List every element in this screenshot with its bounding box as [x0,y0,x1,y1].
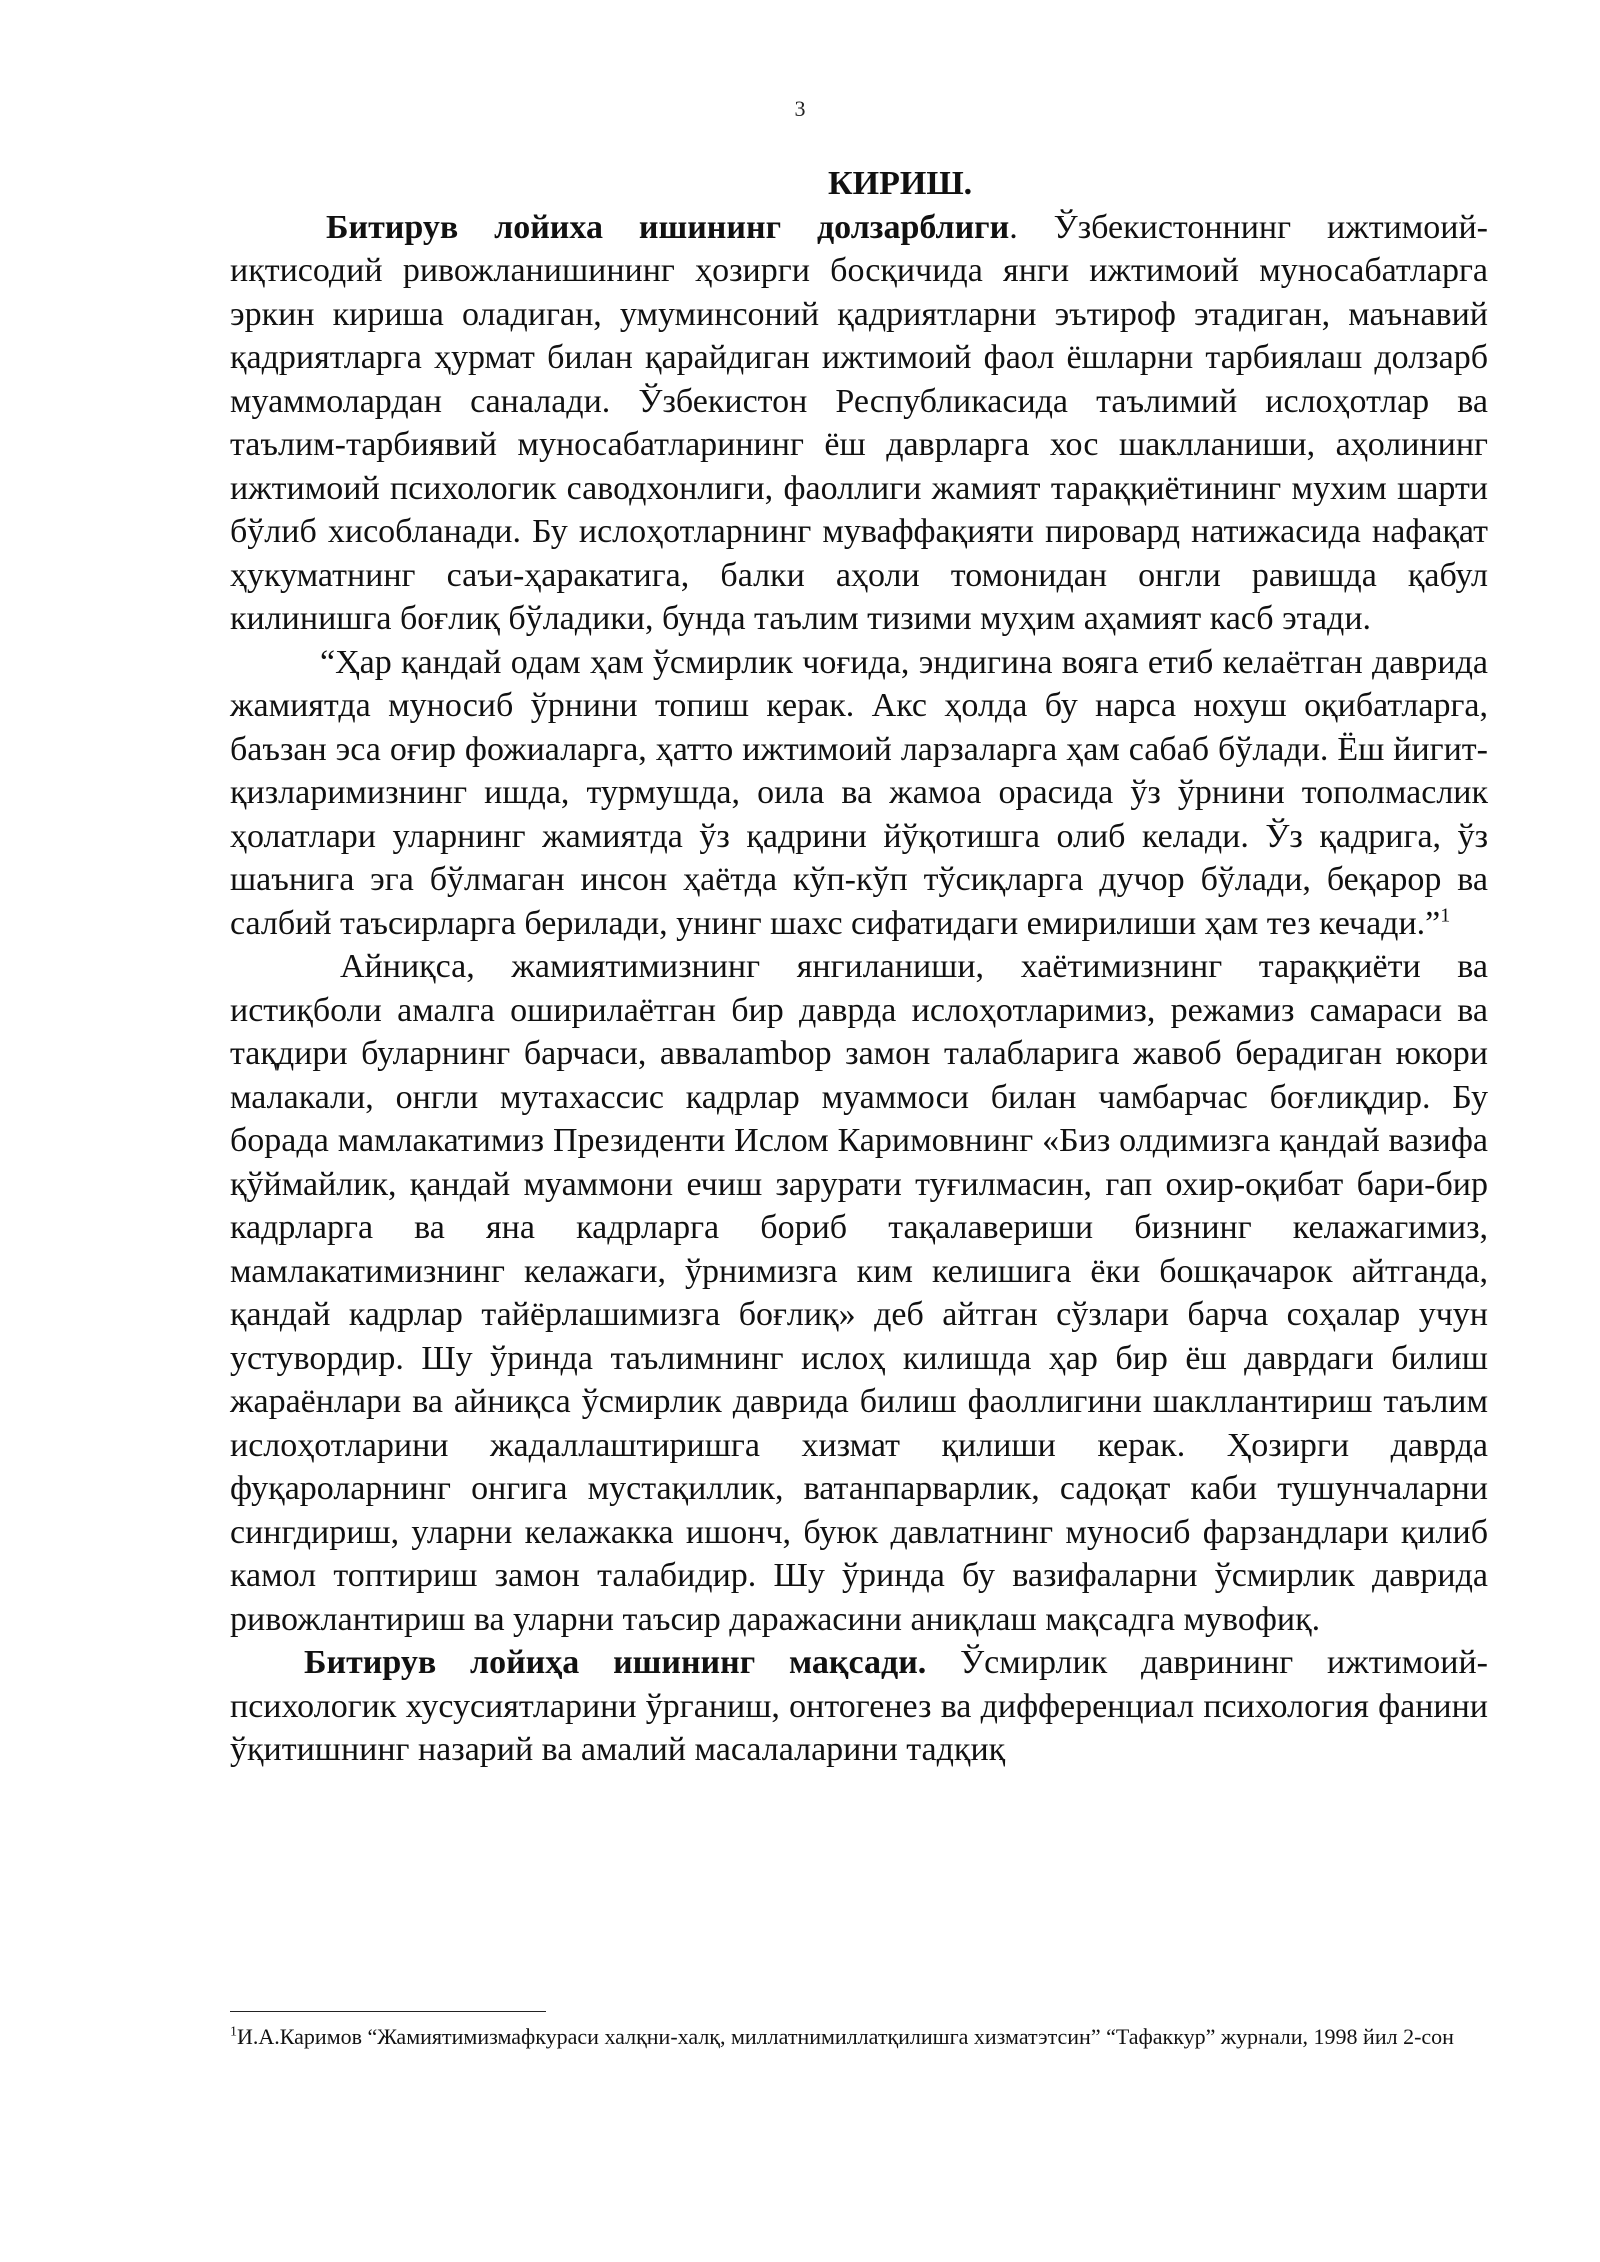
footnote-marker: 1 [230,2024,237,2040]
page-number: 3 [794,96,806,121]
paragraph-text: “Ҳар қандай одам ҳам ўсмирлик чоғида, эндигина вояга етиб келаётган даврида жамиятда муносиб ўрнини топиш керак. Акс ҳолда бу нарса нохуш оқибатларга, баъзан эса оғир фожиаларга, ҳатто ижтимоий ларзаларга ҳам сабаб бўлади. Ёш йигит-қизларимизнинг ишда, турмушда, оила ва жамоа орасида ўз ўрнини тополмаслик ҳолатлари уларнинг жамиятда ўз қадрини йўқотишга олиб келади. Ўз қадрига, ўз шаънига эга бўлмаган инсон ҳаётда кўп-кўп тўсиқларга дучор бўлади, беқарор ва салбий таъсирларга берилади, унинг шахс сифатидаги емирилиши ҳам тез кечади.” [230,643,1488,942]
footnote-text: И.А.Каримов “Жамиятимизмафкураси халқни-халқ, миллатнимиллатқилишга хизматэтсин” “Тафаккур” журнали, 1998 йил 2-сон [237,2024,1454,2049]
footnote [230,2022,1470,2052]
paragraph-goal [230,1641,1488,1772]
paragraph-quote [230,641,1488,946]
paragraph-lead-bold: Битирув лойиҳа ишининг мақсади. [304,1644,927,1681]
document-body [230,162,1488,1772]
paragraph-lead-bold: Битирув лойиха ишининг долзарблиги [326,208,1010,246]
paragraph-relevance [230,206,1488,641]
footnote-separator [230,2011,546,2012]
paragraph-text: Ўсмирлик даврининг ижтимоий-психологик хусусиятларини ўрганиш, онтогенез ва дифференциал психология фанини ўқитишнинг назарий ва амалий масалаларини тадқиқ [230,1644,1488,1768]
paragraph-text: . Ўзбекистоннинг ижтимоий-иқтисодий ривожланишининг ҳозирги босқичида янги ижтимоий муносабатларга эркин кириша оладиган, умуминсоний қадриятларни эътироф этадиган, маънавий қадриятларга ҳурмат билан қарайдиган ижтимоий фаол ёшларни тарбиялаш долзарб муаммолардан саналади. Ўзбекистон Республикасида таълимий ислоҳотлар ва таълим-тарбиявий муносабатларининг ёш даврларга хос шаклланиши, аҳолининг ижтимоий психологик саводхонлиги, фаоллиги жамият тараққиётининг мухим шарти бўлиб хисобланади. Бу ислоҳотларнинг муваффақияти пировард натижасида нафақат ҳукуматнинг саъи-ҳаракатига, балки аҳоли томонидан онгли равишда қабул килинишга боғлиқ бўладики, бунда таълим тизими муҳим аҳамият касб этади. [230,208,1488,637]
paragraph-text: Айниқса, жамиятимизнинг янгиланиши, хаётимизнинг тараққиёти ва истиқболи амалга оширилаётган бир даврда ислоҳотларимиз, режамиз самараси ва тақдири буларнинг барчаси, аввалambор замон талабларига жавоб берадиган юкори малакали, онгли мутахассис кадрлар муаммоси билан чамбарчас боғлиқдир. Бу борада мамлакатимиз Президенти Ислом Каримовнинг «Биз олдимизга қандай вазифа қўймайлик, қандай муаммони ечиш зарурати туғилмасин, гап охир-оқибат бари-бир кадрларга ва яна кадрларга бориб тақалавериши бизнинг келажагимиз, мамлакатимизнинг келажаги, ўрнимизга ким келишига ёки бошқачарок айтганда, қандай кадрлар тайёрлашимизга боғлиқ» деб айтган сўзлари барча соҳалар учун устувордир. Шу ўринда таълимнинг ислоҳ килишда ҳар бир ёш даврдаги билиш жараёнлари ва айниқса ўсмирлик даврида билиш фаоллигини шакллантириш таълим ислоҳотларини жадаллаштиришга хизмат қилиши керак. Ҳозирги даврда фуқароларнинг онгига мустақиллик, ватанпарварлик, садоқат каби тушунчаларни сингдириш, уларни келажакка ишонч, буюк давлатнинг муносиб фарзандлари қилиб камол топтириш замон талабидир. Шу ўринда бу вазифаларни ўсмирлик даврида ривожлантириш ва уларни таъсир даражасини аниқлаш мақсадга мувофиқ. [230,948,1488,1638]
paragraph-context [230,945,1488,1641]
section-heading: КИРИШ. [828,165,973,202]
footnote-reference[interactable]: 1 [1440,904,1451,927]
